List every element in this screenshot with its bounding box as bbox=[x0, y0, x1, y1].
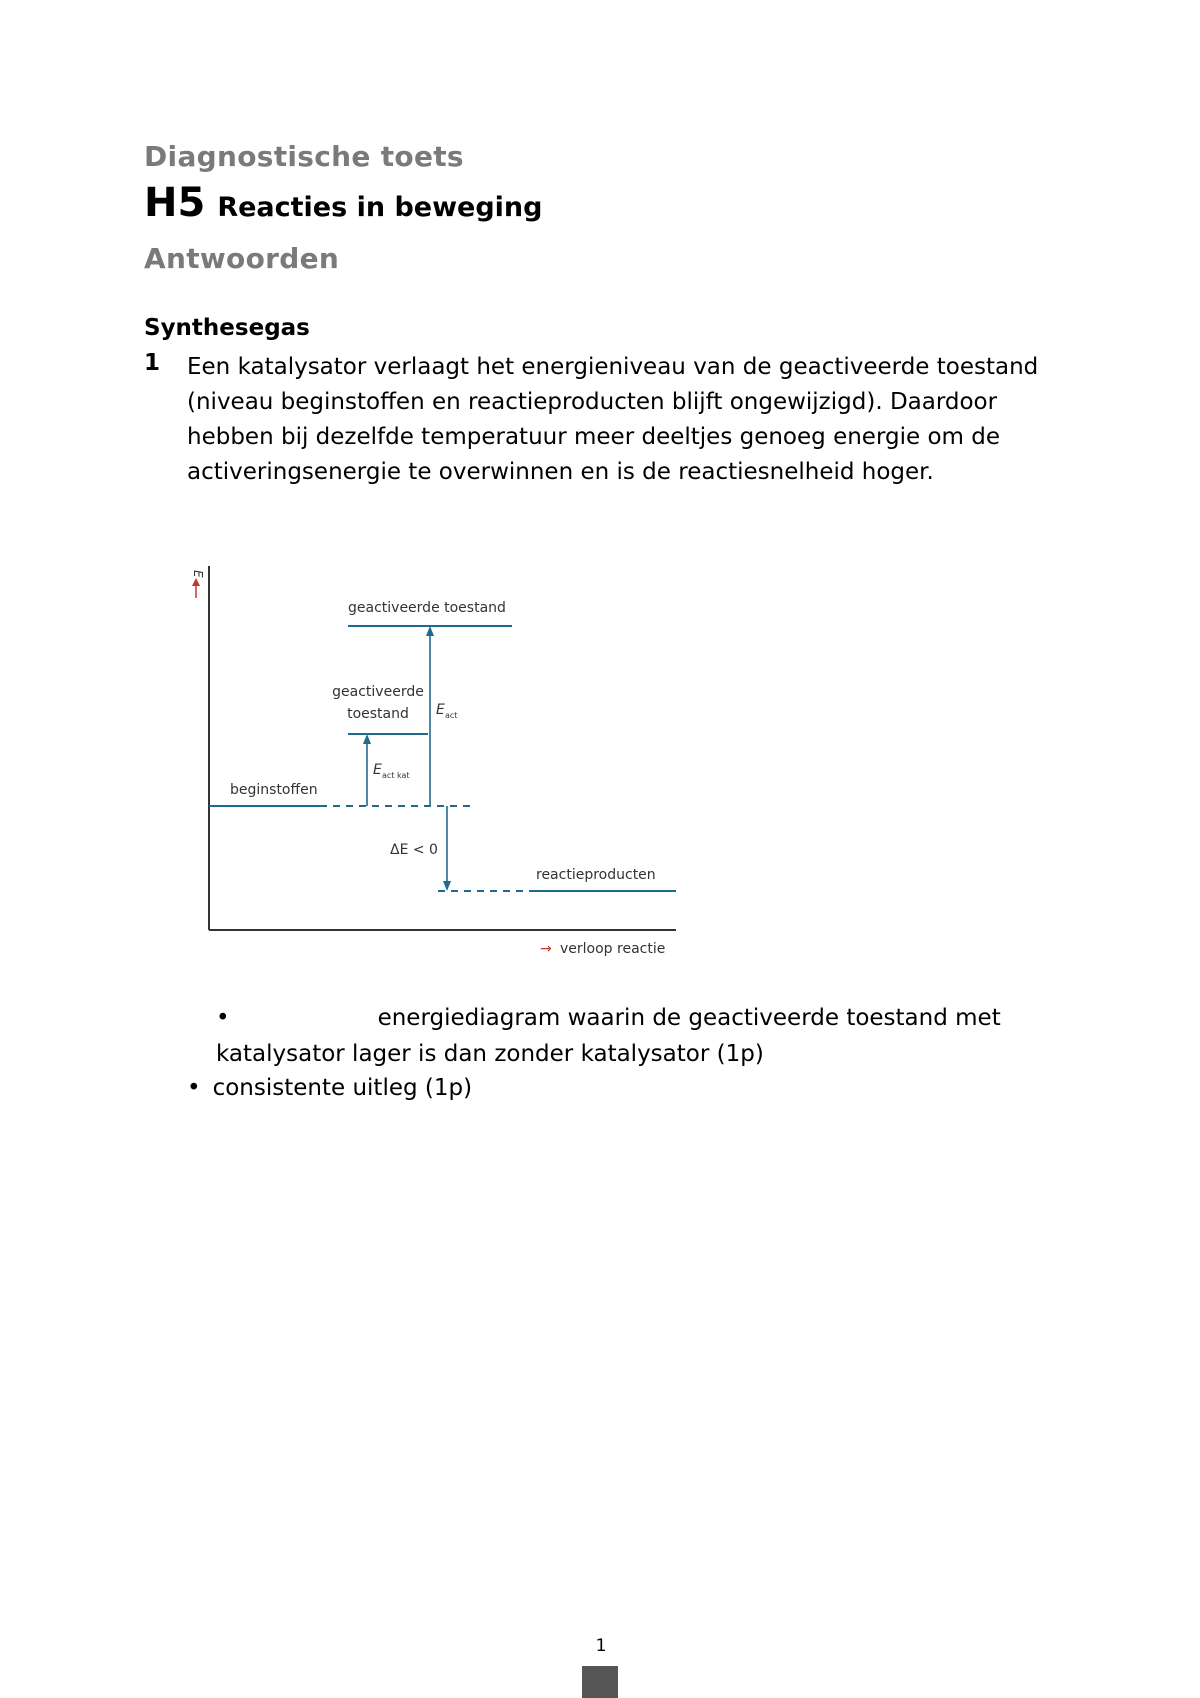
delta-e-arrowhead bbox=[443, 881, 451, 891]
label-eact-kat: E bbox=[373, 762, 382, 778]
scoring-item-text: consistente uitleg (1p) bbox=[212, 1075, 473, 1101]
x-axis-arrow-icon: → bbox=[540, 941, 552, 957]
label-eact-kat-sub: act kat bbox=[382, 771, 410, 780]
chapter-heading bbox=[144, 180, 543, 226]
page-number: 1 bbox=[595, 1636, 607, 1656]
label-products: reactieproducten bbox=[536, 867, 656, 883]
answers-subheading: Antwoorden bbox=[144, 242, 340, 275]
label-activated-cat-line1: geactiveerde bbox=[332, 684, 424, 700]
label-delta-e: ΔE < 0 bbox=[390, 842, 438, 858]
y-axis-arrow-icon bbox=[192, 578, 200, 598]
label-eact-sub: act bbox=[445, 711, 458, 720]
scoring-item bbox=[187, 1070, 472, 1106]
scoring-item-text-line1: energiediagram waarin de geactiveerde toestand met bbox=[377, 1005, 1001, 1031]
eact-arrowhead bbox=[426, 626, 434, 636]
scoring-item-text-line2: katalysator lager is dan zonder katalysator (1p) bbox=[216, 1041, 764, 1067]
eact-kat-arrowhead bbox=[363, 734, 371, 744]
bullet-icon: • bbox=[216, 1005, 230, 1031]
energy-diagram bbox=[180, 556, 700, 970]
page-footer-marker bbox=[582, 1666, 618, 1698]
scoring-item bbox=[216, 1000, 1046, 1072]
question-number: 1 bbox=[144, 350, 161, 376]
document-kicker: Diagnostische toets bbox=[144, 140, 464, 173]
label-reactants: beginstoffen bbox=[230, 782, 318, 798]
label-activated-uncat: geactiveerde toestand bbox=[348, 600, 506, 616]
label-activated-cat-line2: toestand bbox=[347, 706, 409, 722]
y-axis-label: E bbox=[191, 570, 205, 578]
energy-diagram-svg bbox=[180, 556, 700, 966]
section-title: Synthesegas bbox=[144, 315, 310, 341]
x-axis-label: verloop reactie bbox=[560, 941, 666, 957]
bullet-icon: • bbox=[187, 1075, 201, 1101]
chapter-title: Reacties in beweging bbox=[217, 192, 543, 223]
question-answer: Een katalysator verlaagt het energieniveau van de geactiveerde toestand (niveau beginstoffen en reactieproducten blijft ongewijzigd). Daardoor hebben bij dezelfde temperatuur meer deeltjes genoeg energie om de activeringsenergie te overwinnen en is de reactiesnelheid hoger. bbox=[187, 354, 1039, 485]
chapter-number: H5 bbox=[144, 180, 206, 226]
label-eact: E bbox=[436, 702, 445, 718]
